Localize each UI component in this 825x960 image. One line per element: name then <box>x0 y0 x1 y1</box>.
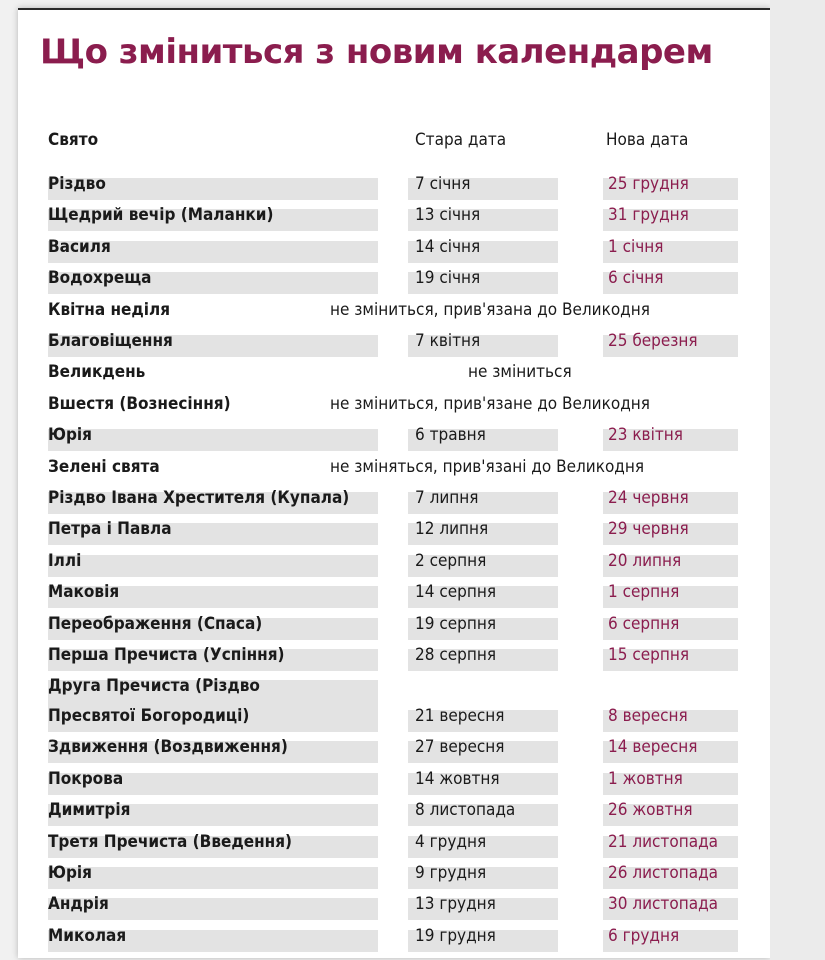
new-date: 30 листопада <box>608 894 719 915</box>
holiday-name: Петра і Павла <box>48 519 172 540</box>
date-note: не зміниться, прив'язане до Великодня <box>330 393 650 414</box>
holiday-name: Миколая <box>48 925 127 946</box>
new-date: 14 вересня <box>608 737 698 758</box>
header-old-date: Стара дата <box>415 130 507 150</box>
new-date: 6 грудня <box>608 925 680 946</box>
new-date: 1 січня <box>608 236 664 257</box>
holiday-name: Перша Пречиста (Успіння) <box>48 645 285 665</box>
old-date: 8 листопада <box>415 800 516 821</box>
holiday-name: Юрія <box>48 425 92 446</box>
holiday-name: Андрія <box>48 894 109 915</box>
old-date: 13 січня <box>415 205 481 226</box>
new-date: 23 квітня <box>608 425 683 446</box>
new-date: 20 липня <box>608 550 682 571</box>
old-date: 14 серпня <box>415 582 497 603</box>
holiday-name: Водохреща <box>48 268 152 289</box>
new-date: 6 січня <box>608 268 664 289</box>
holiday-name: Здвиження (Воздвиження) <box>48 737 288 758</box>
new-date: 1 жовтня <box>608 768 683 789</box>
holiday-name: Зелені свята <box>48 456 160 477</box>
new-date: 25 березня <box>608 331 698 351</box>
old-date: 13 грудня <box>415 894 496 915</box>
old-date: 19 серпня <box>415 613 497 634</box>
old-date: 4 грудня <box>415 831 487 852</box>
row-shade <box>48 429 378 451</box>
holiday-name-line2: Пресвятої Богородиці) <box>48 706 250 727</box>
old-date: 7 липня <box>415 488 479 508</box>
old-date: 7 січня <box>415 174 471 194</box>
holiday-name: Покрова <box>48 768 124 789</box>
new-date: 1 серпня <box>608 582 680 603</box>
holiday-name: Іллі <box>48 550 82 571</box>
old-date: 14 жовтня <box>415 768 500 789</box>
holiday-name: Юрія <box>48 863 92 883</box>
old-date: 14 січня <box>415 236 481 257</box>
holiday-name: Вшестя (Вознесіння) <box>48 393 231 414</box>
new-date: 26 листопада <box>608 863 719 883</box>
old-date: 21 вересня <box>415 706 505 727</box>
new-date: 24 червня <box>608 488 689 508</box>
old-date: 28 серпня <box>415 645 497 665</box>
holiday-name: Переображення (Спаса) <box>48 613 263 634</box>
holiday-name: Квітна неділя <box>48 299 171 320</box>
background-edge <box>770 0 825 960</box>
new-date: 15 серпня <box>608 645 690 665</box>
holiday-name: Димитрія <box>48 800 131 821</box>
new-date: 8 вересня <box>608 706 688 727</box>
holiday-name: Василя <box>48 236 111 257</box>
old-date: 6 травня <box>415 425 486 446</box>
old-date: 7 квітня <box>415 331 481 351</box>
table-row <box>48 676 738 734</box>
holiday-name: Великдень <box>48 362 146 383</box>
old-date: 19 грудня <box>415 925 496 946</box>
old-date: 27 вересня <box>415 737 505 758</box>
calendar-sheet <box>18 8 770 958</box>
old-date: 12 липня <box>415 519 489 540</box>
header-new-date: Нова дата <box>606 130 689 150</box>
holiday-name: Різдво Івана Хрестителя (Купала) <box>48 488 350 508</box>
old-date: 19 січня <box>415 268 481 289</box>
row-shade <box>48 555 378 577</box>
holiday-name: Друга Пречиста (Різдво <box>48 676 260 697</box>
holiday-name: Щедрий вечір (Маланки) <box>48 205 274 226</box>
new-date: 21 листопада <box>608 831 719 852</box>
header-holiday: Свято <box>48 130 99 150</box>
holiday-name: Третя Пречиста (Введення) <box>48 831 293 852</box>
new-date: 26 жовтня <box>608 800 693 821</box>
date-note: не зміниться, прив'язана до Великодня <box>330 299 650 320</box>
old-date: 9 грудня <box>415 863 487 883</box>
date-note: не зміняться, прив'язані до Великодня <box>330 456 645 477</box>
date-note: не зміниться <box>468 362 572 383</box>
holiday-name: Маковія <box>48 582 120 603</box>
new-date: 31 грудня <box>608 205 689 226</box>
new-date: 25 грудня <box>608 174 689 194</box>
old-date: 2 серпня <box>415 550 487 571</box>
page-title: Що зміниться з новим календарем <box>40 32 713 72</box>
new-date: 29 червня <box>608 519 689 540</box>
row-shade <box>48 867 378 889</box>
new-date: 6 серпня <box>608 613 680 634</box>
holiday-name: Благовіщення <box>48 331 173 351</box>
holiday-name: Різдво <box>48 174 106 194</box>
